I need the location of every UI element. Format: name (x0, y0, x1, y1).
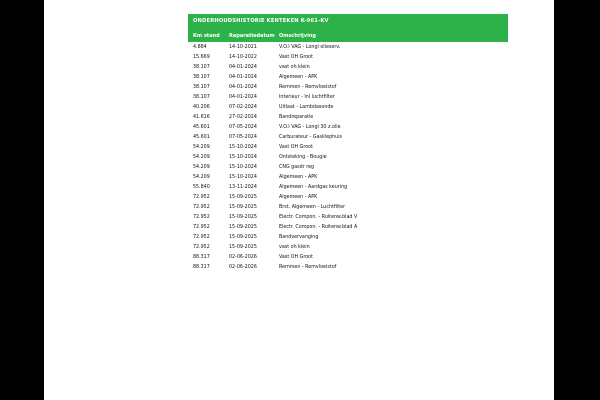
table-row (188, 102, 508, 112)
cell-description: V.O.I VAG - Longl 30 z.olie (279, 124, 341, 130)
cell-km: 40.206 (193, 104, 210, 110)
table-row (188, 152, 508, 162)
cell-km: 88.317 (193, 254, 210, 260)
table-row (188, 252, 508, 262)
cell-description: Uitlaat - Lambdasonde (279, 104, 334, 110)
cell-km: 72.952 (193, 224, 210, 230)
cell-description: Algemeen - Aardgas keuring (279, 184, 348, 190)
cell-km: 38.107 (193, 64, 210, 70)
table-row (188, 232, 508, 242)
cell-description: Electr. Compon. - Ruitenw.blad V (279, 214, 358, 220)
table-row (188, 132, 508, 142)
table-row (188, 142, 508, 152)
table-row (188, 52, 508, 62)
cell-km: 15.669 (193, 54, 210, 60)
cell-description: Ontsteking - Bougie (279, 154, 327, 160)
table-row (188, 172, 508, 182)
cell-date: 02-06-2026 (229, 254, 257, 260)
table-body (188, 42, 508, 272)
cell-km: 54.209 (193, 174, 210, 180)
cell-description: vast oh klein (279, 64, 310, 70)
page (44, 0, 554, 400)
cell-km: 41.616 (193, 114, 210, 120)
cell-description: Bandreparatie (279, 114, 314, 120)
table-row (188, 192, 508, 202)
cell-km: 4.884 (193, 44, 207, 50)
table-row (188, 242, 508, 252)
cell-date: 14-10-2022 (229, 54, 257, 60)
cell-date: 15-10-2024 (229, 174, 257, 180)
table-row (188, 42, 508, 52)
cell-km: 38.107 (193, 84, 210, 90)
cell-description: Interieur - Inl luchtfilter (279, 94, 335, 100)
cell-date: 13-11-2024 (229, 184, 257, 190)
maintenance-table (188, 29, 508, 272)
cell-description: vast oh klein (279, 244, 310, 250)
cell-date: 15-09-2025 (229, 214, 257, 220)
cell-description: Algemeen - APK (279, 174, 318, 180)
column-header-date: Reparatiedatum (229, 32, 275, 39)
table-row (188, 122, 508, 132)
cell-description: Carburateur - Gasklephuis (279, 134, 343, 140)
cell-description: Remmen - Remvloeistof (279, 264, 337, 270)
cell-date: 27-02-2024 (229, 114, 257, 120)
cell-date: 15-09-2025 (229, 224, 257, 230)
cell-date: 04-01-2024 (229, 64, 257, 70)
table-row (188, 62, 508, 72)
cell-date: 15-09-2025 (229, 194, 257, 200)
cell-date: 14-10-2021 (229, 44, 257, 50)
cell-date: 15-10-2024 (229, 164, 257, 170)
cell-date: 15-09-2025 (229, 244, 257, 250)
column-header-km: Km stand (193, 32, 220, 39)
cell-km: 72.952 (193, 194, 210, 200)
cell-km: 38.107 (193, 74, 210, 80)
cell-km: 88.317 (193, 264, 210, 270)
table-row (188, 182, 508, 192)
cell-date: 15-10-2024 (229, 154, 257, 160)
cell-km: 45.601 (193, 134, 210, 140)
table-row (188, 202, 508, 212)
table-row (188, 92, 508, 102)
cell-date: 04-01-2024 (229, 84, 257, 90)
table-row (188, 222, 508, 232)
cell-description: Bandvervanging (279, 234, 319, 240)
table-row (188, 212, 508, 222)
cell-description: Electr. Compon. - Ruitenw.blad A (279, 224, 358, 230)
cell-date: 04-01-2024 (229, 74, 257, 80)
column-header-description: Omschrijving (279, 32, 316, 39)
cell-date: 04-01-2024 (229, 94, 257, 100)
cell-km: 54.209 (193, 164, 210, 170)
cell-km: 45.601 (193, 124, 210, 130)
cell-date: 15-10-2024 (229, 144, 257, 150)
cell-km: 72.952 (193, 204, 210, 210)
cell-description: Algemeen - APK (279, 74, 318, 80)
cell-description: V.O.I VAG - Longl olieserv. (279, 44, 341, 50)
cell-description: Remmen - Remvloeistof (279, 84, 337, 90)
cell-date: 02-06-2026 (229, 264, 257, 270)
cell-km: 54.209 (193, 154, 210, 160)
table-row (188, 262, 508, 272)
cell-km: 72.952 (193, 244, 210, 250)
cell-date: 15-09-2025 (229, 204, 257, 210)
cell-description: Brst. Algemeen - Luchtfilter (279, 204, 346, 210)
table-row (188, 112, 508, 122)
cell-date: 07-05-2024 (229, 124, 257, 130)
cell-date: 07-05-2024 (229, 134, 257, 140)
cell-description: Vast OH Groot (279, 54, 313, 60)
cell-km: 72.952 (193, 234, 210, 240)
maintenance-history-panel (188, 14, 508, 272)
table-header-row (188, 29, 508, 42)
cell-description: Algemeen - APK (279, 194, 318, 200)
panel-title: ONDERHOUDSHISTORIE KENTEKEN K-961-KV (188, 14, 508, 29)
table-row (188, 72, 508, 82)
cell-date: 07-02-2024 (229, 104, 257, 110)
cell-date: 15-09-2025 (229, 234, 257, 240)
cell-description: Vast OH Groot (279, 254, 313, 260)
cell-km: 72.952 (193, 214, 210, 220)
cell-description: Vast OH Groot (279, 144, 313, 150)
cell-description: CNG gasdr reg (279, 164, 315, 170)
cell-km: 54.209 (193, 144, 210, 150)
cell-km: 55.840 (193, 184, 210, 190)
table-row (188, 82, 508, 92)
cell-km: 38.107 (193, 94, 210, 100)
table-row (188, 162, 508, 172)
